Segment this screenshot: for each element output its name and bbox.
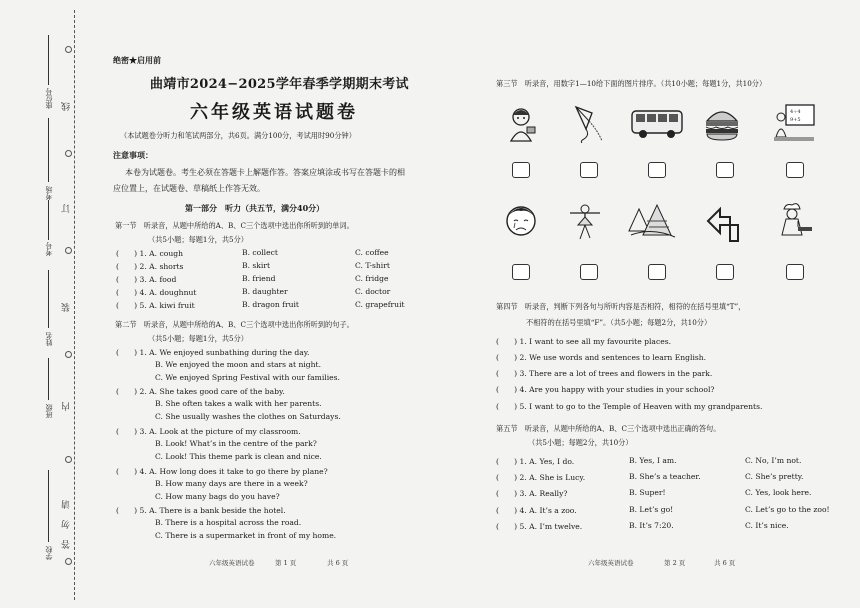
binding-dashed-line — [74, 10, 75, 600]
section4-title-continued: 不相符的在括号里填“F”。（共5小题；每题2分，共10分） — [526, 318, 712, 327]
exam-room-label: 考场 — [45, 186, 53, 200]
question-option-c: C. No, I’m not. — [745, 456, 802, 465]
question-option-a: ( ) 2. A. shorts — [116, 262, 184, 271]
footer-total-pages: 共 6 页 — [327, 559, 349, 567]
seat-number-blank[interactable] — [48, 35, 49, 85]
binding-mark: 装 — [62, 303, 72, 312]
question-option-b: B. Yes, I am. — [629, 456, 677, 465]
statement-item: ( ) 3. There are a lot of trees and flowers in the park. — [496, 369, 713, 378]
class-label: 班级 — [45, 404, 53, 418]
question-option-a: ( ) 1. A. Yes, I do. — [496, 457, 575, 466]
picture-order-box-5[interactable] — [786, 162, 804, 178]
footer-page-number: 第 2 页 — [664, 559, 686, 567]
exam-number-blank[interactable] — [48, 200, 49, 240]
question-option-c: C. She’s pretty. — [745, 472, 804, 481]
question-option-a: ( ) 3. A. food — [116, 275, 177, 284]
binding-hole — [65, 247, 72, 254]
exam-title: 曲靖市2024−2025学年春季学期期末考试 — [150, 77, 409, 92]
exam-number-label: 考号 — [45, 242, 53, 256]
picture-order-box-1[interactable] — [512, 162, 530, 178]
section5-subtitle: （共5小题；每题2分，共10分） — [528, 438, 633, 447]
binding-hole — [65, 150, 72, 157]
cook-icon — [772, 201, 814, 241]
question-option-c: C. doctor — [355, 287, 391, 296]
question-option-a: ( ) 2. A. She is Lucy. — [496, 473, 586, 482]
girl-icon — [502, 103, 540, 143]
class-blank[interactable] — [48, 358, 49, 400]
binding-hole — [65, 351, 72, 358]
question-option-b: B. collect — [242, 248, 278, 257]
binding-mark: 请 — [62, 500, 72, 509]
question-option-a: ( ) 4. A. How long does it take to go there by plane? — [116, 467, 328, 476]
svg-text:4÷4: 4÷4 — [790, 109, 801, 115]
exam-room-blank[interactable] — [48, 118, 49, 182]
footer-paper-name: 六年级英语试卷 — [588, 559, 634, 567]
question-option-c: C. grapefruit — [355, 300, 405, 309]
paper-title: 六年级英语试题卷 — [190, 102, 358, 123]
statement-item: ( ) 2. We use words and sentences to learn English. — [496, 353, 707, 362]
question-option-c: C. Let’s go to the zoo! — [745, 505, 830, 514]
binding-mark: 内 — [62, 402, 72, 411]
bus-icon — [629, 103, 685, 143]
binding-hole — [65, 46, 72, 53]
classroom-icon — [772, 103, 816, 143]
question-option-a: ( ) 5. A. I’m twelve. — [496, 522, 583, 531]
question-option-c: C. She usually washes the clothes on Saturdays. — [155, 412, 341, 421]
binding-mark: 勿 — [62, 520, 72, 529]
picture-order-box-10[interactable] — [786, 264, 804, 280]
question-option-a: ( ) 1. A. cough — [116, 249, 183, 258]
hamburger-icon — [703, 103, 741, 143]
question-option-b: B. Look! What’s in the centre of the park? — [155, 439, 317, 448]
picture-order-box-9[interactable] — [716, 264, 734, 280]
question-option-a: ( ) 3. A. Look at the picture of my classroom. — [116, 427, 301, 436]
picture-order-box-7[interactable] — [580, 264, 598, 280]
notes-heading: 注意事项： — [113, 150, 153, 160]
paper-notice: （本试题卷分听力和笔试两部分，共6页。满分100分，考试用时90分钟） — [120, 131, 356, 140]
student-name-label: 姓名 — [45, 332, 53, 346]
footer-paper-name: 六年级英语试卷 — [209, 559, 255, 567]
footer-total-pages: 共 6 页 — [714, 559, 736, 567]
question-option-b: B. friend — [242, 274, 276, 283]
question-option-b: B. It’s 7:20. — [629, 521, 674, 530]
footer-page-number: 第 1 页 — [275, 559, 297, 567]
picture-order-box-4[interactable] — [716, 162, 734, 178]
notes-line: 应位置上，在试题卷、草稿纸上作答无效。 — [113, 184, 265, 193]
question-option-a: ( ) 5. A. There is a bank beside the hotel. — [116, 506, 286, 515]
notes-line: 本卷为试题卷。考生必须在答题卡上解题作答。答案应填涂或书写在答题卡的相 — [125, 168, 405, 177]
picture-order-box-2[interactable] — [580, 162, 598, 178]
question-option-b: B. Let’s go! — [629, 505, 674, 514]
binding-mark: 订 — [62, 204, 72, 213]
school-blank[interactable] — [48, 470, 49, 542]
svg-text:9+5: 9+5 — [790, 117, 801, 123]
question-option-a: ( ) 4. A. It’s a zoo. — [496, 506, 577, 515]
section1-subtitle: （共5小题；每题1分，共5分） — [148, 235, 248, 244]
question-option-b: B. How many days are there in a week? — [155, 479, 308, 488]
section2-subtitle: （共5小题；每题1分，共5分） — [148, 334, 248, 343]
kite-icon — [568, 103, 606, 143]
section1-title: 第一节 听录音，从题中所给的A、B、C三个选项中选出你所听到的单词。 — [115, 221, 354, 230]
question-option-c: C. coffee — [355, 248, 389, 257]
question-option-b: B. She often takes a walk with her parents. — [155, 399, 322, 408]
section4-title: 第四节 听录音，判断下列各句与所听内容是否相符，相符的在括号里填“T”， — [496, 302, 746, 311]
question-option-c: C. We enjoyed Spring Festival with our families. — [155, 373, 340, 382]
question-option-c: C. It’s nice. — [745, 521, 789, 530]
question-option-b: B. There is a hospital across the road. — [155, 518, 302, 527]
crying-boy-icon — [502, 201, 540, 241]
binding-mark: 线 — [62, 102, 72, 111]
question-option-a: ( ) 2. A. She takes good care of the baby. — [116, 387, 285, 396]
confidential-label: 绝密★启用前 — [113, 55, 161, 65]
question-option-c: C. Look! This theme park is clean and nice. — [155, 452, 322, 461]
question-option-a: ( ) 4. A. doughnut — [116, 288, 197, 297]
picture-order-box-8[interactable] — [648, 264, 666, 280]
question-option-c: C. fridge — [355, 274, 389, 283]
binding-hole — [65, 558, 72, 565]
question-option-b: B. daughter — [242, 287, 288, 296]
dancer-icon — [566, 201, 604, 241]
school-label: 学校 — [45, 546, 53, 560]
question-option-c: C. Yes, look here. — [745, 488, 812, 497]
statement-item: ( ) 5. I want to go to the Temple of Heaven with my grandparents. — [496, 402, 763, 411]
question-option-a: ( ) 3. A. Really? — [496, 489, 568, 498]
question-option-a: ( ) 1. A. We enjoyed sunbathing during the day. — [116, 348, 310, 357]
statement-item: ( ) 1. I want to see all my favourite places. — [496, 337, 672, 346]
turn-left-arrow-icon — [706, 203, 744, 243]
student-name-blank[interactable] — [48, 270, 49, 328]
question-option-b: B. She’s a teacher. — [629, 472, 701, 481]
seat-number-label: 座位号 — [45, 88, 53, 109]
question-option-c: C. How many bags do you have? — [155, 492, 280, 501]
question-option-b: B. Super! — [629, 488, 666, 497]
part-heading: 第一部分 听力（共五节，满分40分） — [185, 203, 325, 213]
statement-item: ( ) 4. Are you happy with your studies in your school? — [496, 385, 715, 394]
picture-order-box-3[interactable] — [648, 162, 666, 178]
question-option-b: B. dragon fruit — [242, 300, 299, 309]
section5-title: 第五节 听录音，从题中所给的A、B、C三个选项中选出正确的答句。 — [496, 424, 721, 433]
question-option-c: C. T-shirt — [355, 261, 390, 270]
question-option-c: C. There is a supermarket in front of my home. — [155, 531, 337, 540]
question-option-a: ( ) 5. A. kiwi fruit — [116, 301, 195, 310]
question-option-b: B. skirt — [242, 261, 271, 270]
binding-hole — [65, 456, 72, 463]
binding-mark: 答 — [62, 540, 72, 549]
section2-title: 第二节 听录音，从题中所给的A、B、C三个选项中选出你所听到的句子。 — [115, 320, 354, 329]
tree-scene-icon — [627, 201, 677, 241]
picture-order-box-6[interactable] — [512, 264, 530, 280]
question-option-b: B. We enjoyed the moon and stars at night. — [155, 360, 322, 369]
section3-title: 第三节 听录音，用数字1—10给下面的图片排序。（共10小题；每题1分，共10分） — [496, 79, 767, 88]
